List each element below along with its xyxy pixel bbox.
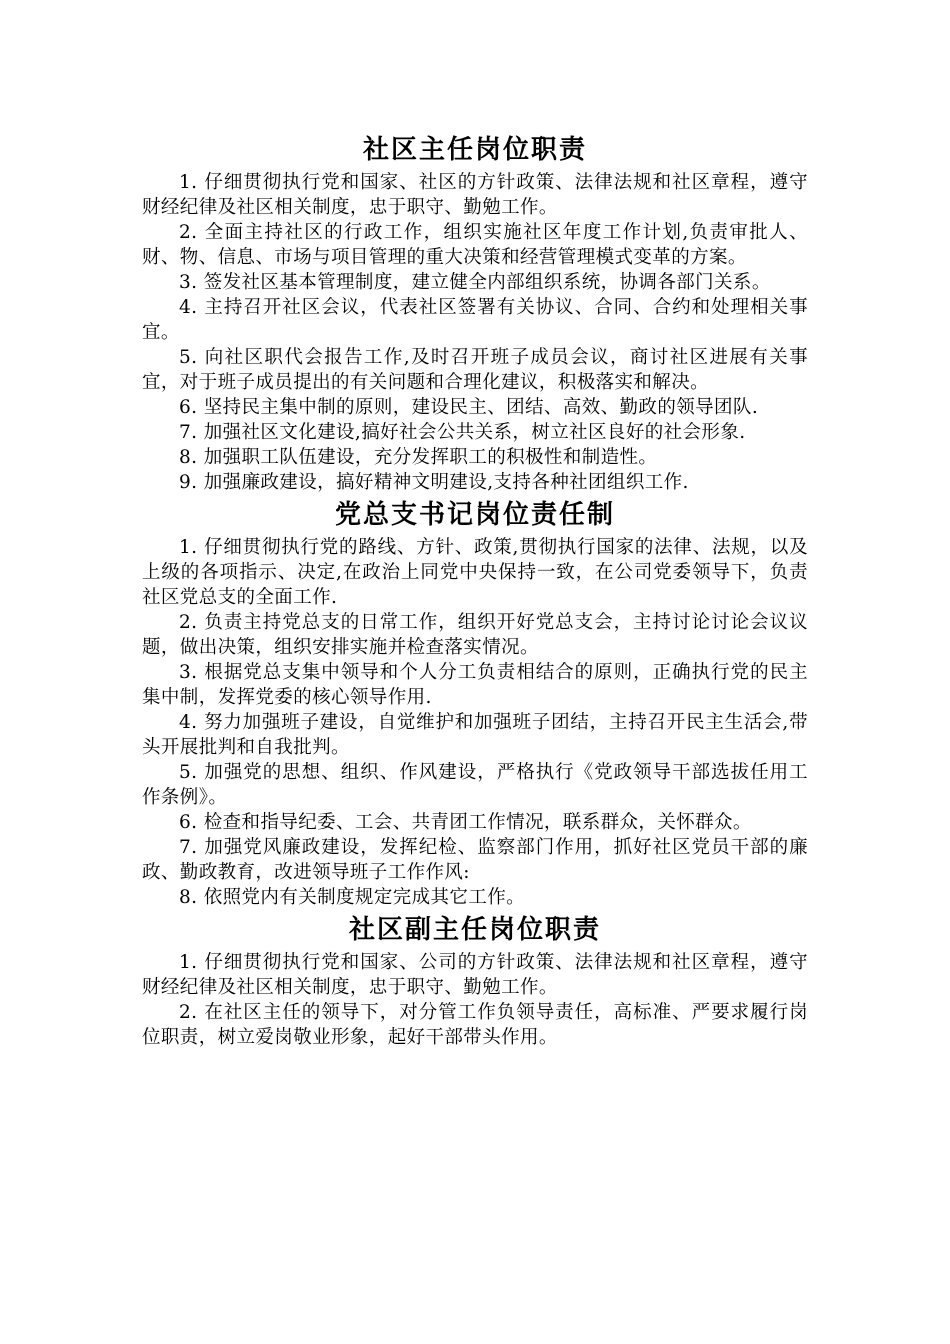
list-item: 7. 加强社区文化建设,搞好社会公共关系，树立社区良好的社会形象. <box>179 422 746 443</box>
list-item: 3. 根据党总支集中领导和个人分工负责相结合的原则，正确执行党的民主集中制，发挥党委的核心领导作用. <box>142 662 808 708</box>
list-item: 5. 加强党的思想、组织、作风建设，严格执行《党政领导干部选拔任用工作条例》。 <box>142 762 808 808</box>
list-item: 6. 坚持民主集中制的原则，建设民主、团结、高效、勤政的领导团队. <box>179 397 759 418</box>
list-item: 8. 加强职工队伍建设，充分发挥职工的积极性和制造性。 <box>179 447 658 468</box>
section-title-deputy-director: 社区副主任岗位职责 <box>348 915 601 945</box>
section-title-party-secretary: 党总支书记岗位责任制 <box>334 500 615 530</box>
list-item: 1. 仔细贯彻执行党和国家、社区的方针政策、法律法规和社区章程，遵守财经纪律及社区相关制度，忠于职守、勤勉工作。 <box>142 172 808 218</box>
list-item: 4. 主持召开社区会议，代表社区签署有关协议、合同、合约和处理相关事宜。 <box>142 297 808 343</box>
list-item: 6. 检查和指导纪委、工会、共青团工作情况，联系群众，关怀群众。 <box>179 812 752 833</box>
list-item: 1. 仔细贯彻执行党和国家、公司的方针政策、法律法规和社区章程，遵守财经纪律及社区相关制度，忠于职守、勤勉工作。 <box>142 952 808 998</box>
list-item: 4. 努力加强班子建设，自觉维护和加强班子团结，主持召开民主生活会,带头开展批判和自我批判。 <box>142 712 808 758</box>
list-item: 2. 在社区主任的领导下，对分管工作负领导责任，高标准、严要求履行岗位职责，树立爱岗敬业形象，起好干部带头作用。 <box>142 1002 808 1048</box>
list-item: 7. 加强党风廉政建设，发挥纪检、监察部门作用，抓好社区党员干部的廉政、勤政教育，改进领导班子工作作风: <box>142 837 808 883</box>
document-page <box>142 130 808 1050</box>
list-item: 8. 依照党内有关制度规定完成其它工作。 <box>179 887 526 908</box>
list-item: 2. 全面主持社区的行政工作，组织实施社区年度工作计划,负责审批人、财、物、信息、市场与项目管理的重大决策和经营管理模式变革的方案。 <box>142 222 808 268</box>
list-item: 3. 签发社区基本管理制度，建立健全内部组织系统，协调各部门关系。 <box>179 272 771 293</box>
list-item: 9. 加强廉政建设，搞好精神文明建设,支持各种社团组织工作. <box>179 472 689 493</box>
list-item: 2. 负责主持党总支的日常工作，组织开好党总支会，主持讨论讨论会议议题，做出决策，组织安排实施并检查落实情况。 <box>142 612 808 658</box>
section-title-director: 社区主任岗位职责 <box>362 135 587 165</box>
list-item: 1. 仔细贯彻执行党的路线、方针、政策,贯彻执行国家的法律、法规，以及上级的各项指示、决定,在政治上同党中央保持一致，在公司党委领导下，负责社区党总支的全面工作. <box>142 537 808 608</box>
list-item: 5. 向社区职代会报告工作,及时召开班子成员会议，商讨社区进展有关事宜，对于班子成员提出的有关问题和合理化建议，积极落实和解决。 <box>142 347 808 393</box>
